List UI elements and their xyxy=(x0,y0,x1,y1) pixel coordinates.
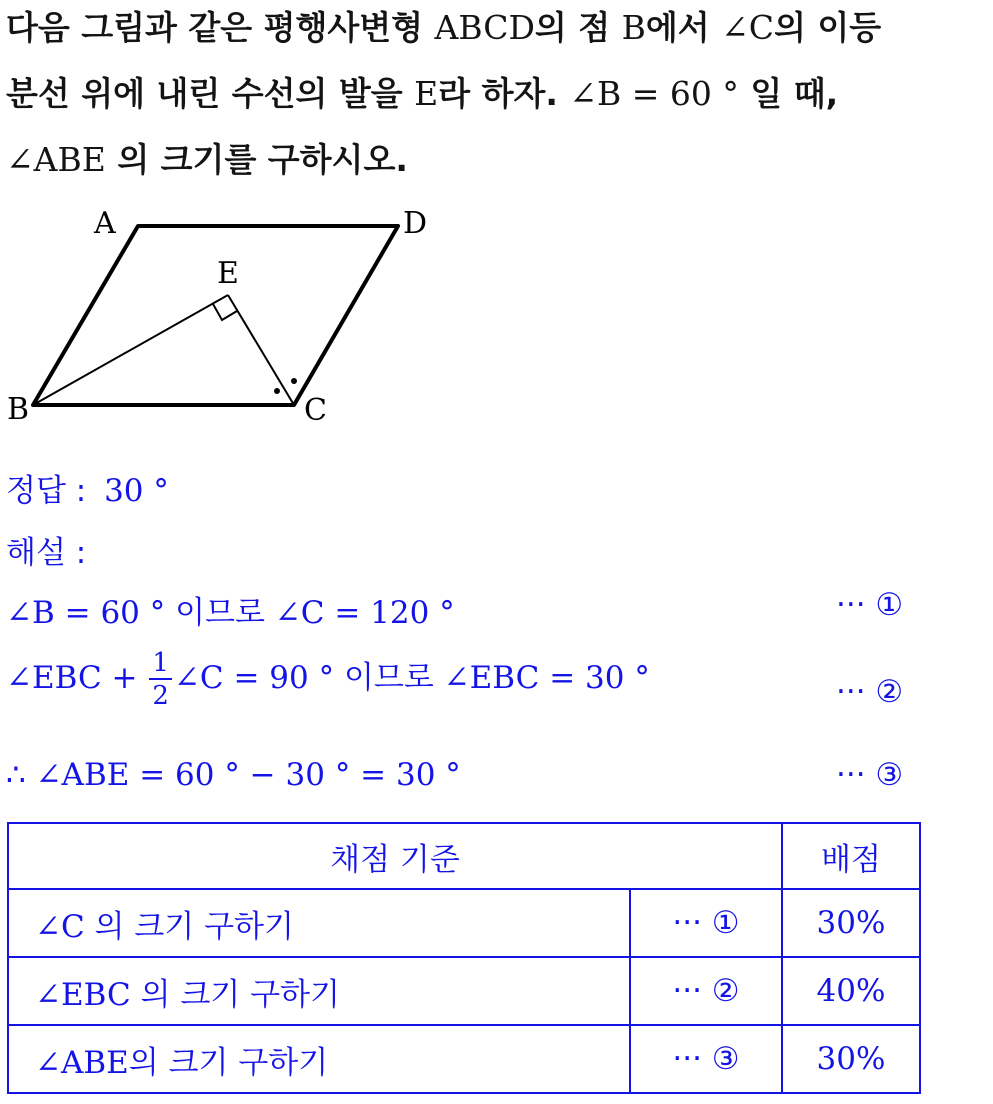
table-row xyxy=(8,889,920,957)
segment-be xyxy=(33,295,228,405)
angle-mark-dot xyxy=(291,378,297,384)
label-c: C xyxy=(304,393,327,428)
mark-cell: ··· ① xyxy=(630,889,782,957)
label-b: B xyxy=(7,392,30,427)
criteria-cell: ∠ABE의 크기 구하기 xyxy=(8,1025,630,1093)
answer-value: 30 ° xyxy=(104,473,169,509)
points-cell: 40% xyxy=(782,957,920,1025)
parallelogram-abcd xyxy=(33,226,398,405)
step-1-mark: ··· ① xyxy=(836,587,904,623)
criteria-header: 채점 기준 xyxy=(8,823,782,889)
mark-cell: ··· ③ xyxy=(630,1025,782,1093)
solution-step-3: ∴ ∠ABE = 60 ° − 30 ° = 30 ° xyxy=(6,757,461,793)
criteria-cell: ∠C 의 크기 구하기 xyxy=(8,889,630,957)
label-e: E xyxy=(217,256,239,291)
table-row xyxy=(8,1025,920,1093)
question-line-1: 다음 그림과 같은 평행사변형 ABCD의 점 B에서 ∠C의 이등 xyxy=(6,8,882,47)
solution-step-2: ∠EBC + $\frac{1}{2}$ ∠C = 90 ° 이므로 ∠EBC = 30 ° xyxy=(6,648,650,711)
fraction-one-half: $\frac{1}{2}$ xyxy=(149,650,172,709)
points-cell: 30% xyxy=(782,889,920,957)
parallelogram-figure xyxy=(0,195,460,435)
mark-cell: ··· ② xyxy=(630,957,782,1025)
label-d: D xyxy=(403,206,428,241)
step-3-mark: ··· ③ xyxy=(836,757,904,793)
right-angle-mark xyxy=(213,304,237,320)
label-a: A xyxy=(94,206,116,241)
step-2-mark: ··· ② xyxy=(836,674,904,710)
question-line-2: 분선 위에 내린 수선의 발을 E라 하자. ∠B = 60 ° 일 때, xyxy=(6,74,839,113)
angle-mark-dot xyxy=(274,388,280,394)
question-line-3: ∠ABE 의 크기를 구하시오. xyxy=(6,140,408,179)
table-row xyxy=(8,957,920,1025)
points-header: 배점 xyxy=(782,823,920,889)
table-header-row xyxy=(8,823,920,889)
grading-table xyxy=(7,822,921,1094)
solution-step-1: ∠B = 60 ° 이므로 ∠C = 120 ° xyxy=(6,595,455,631)
criteria-cell: ∠EBC 의 크기 구하기 xyxy=(8,957,630,1025)
segment-ec xyxy=(228,295,294,405)
solution-label: 해설 : xyxy=(6,535,87,571)
answer-line: 정답 : 30 ° xyxy=(6,473,169,509)
points-cell: 30% xyxy=(782,1025,920,1093)
